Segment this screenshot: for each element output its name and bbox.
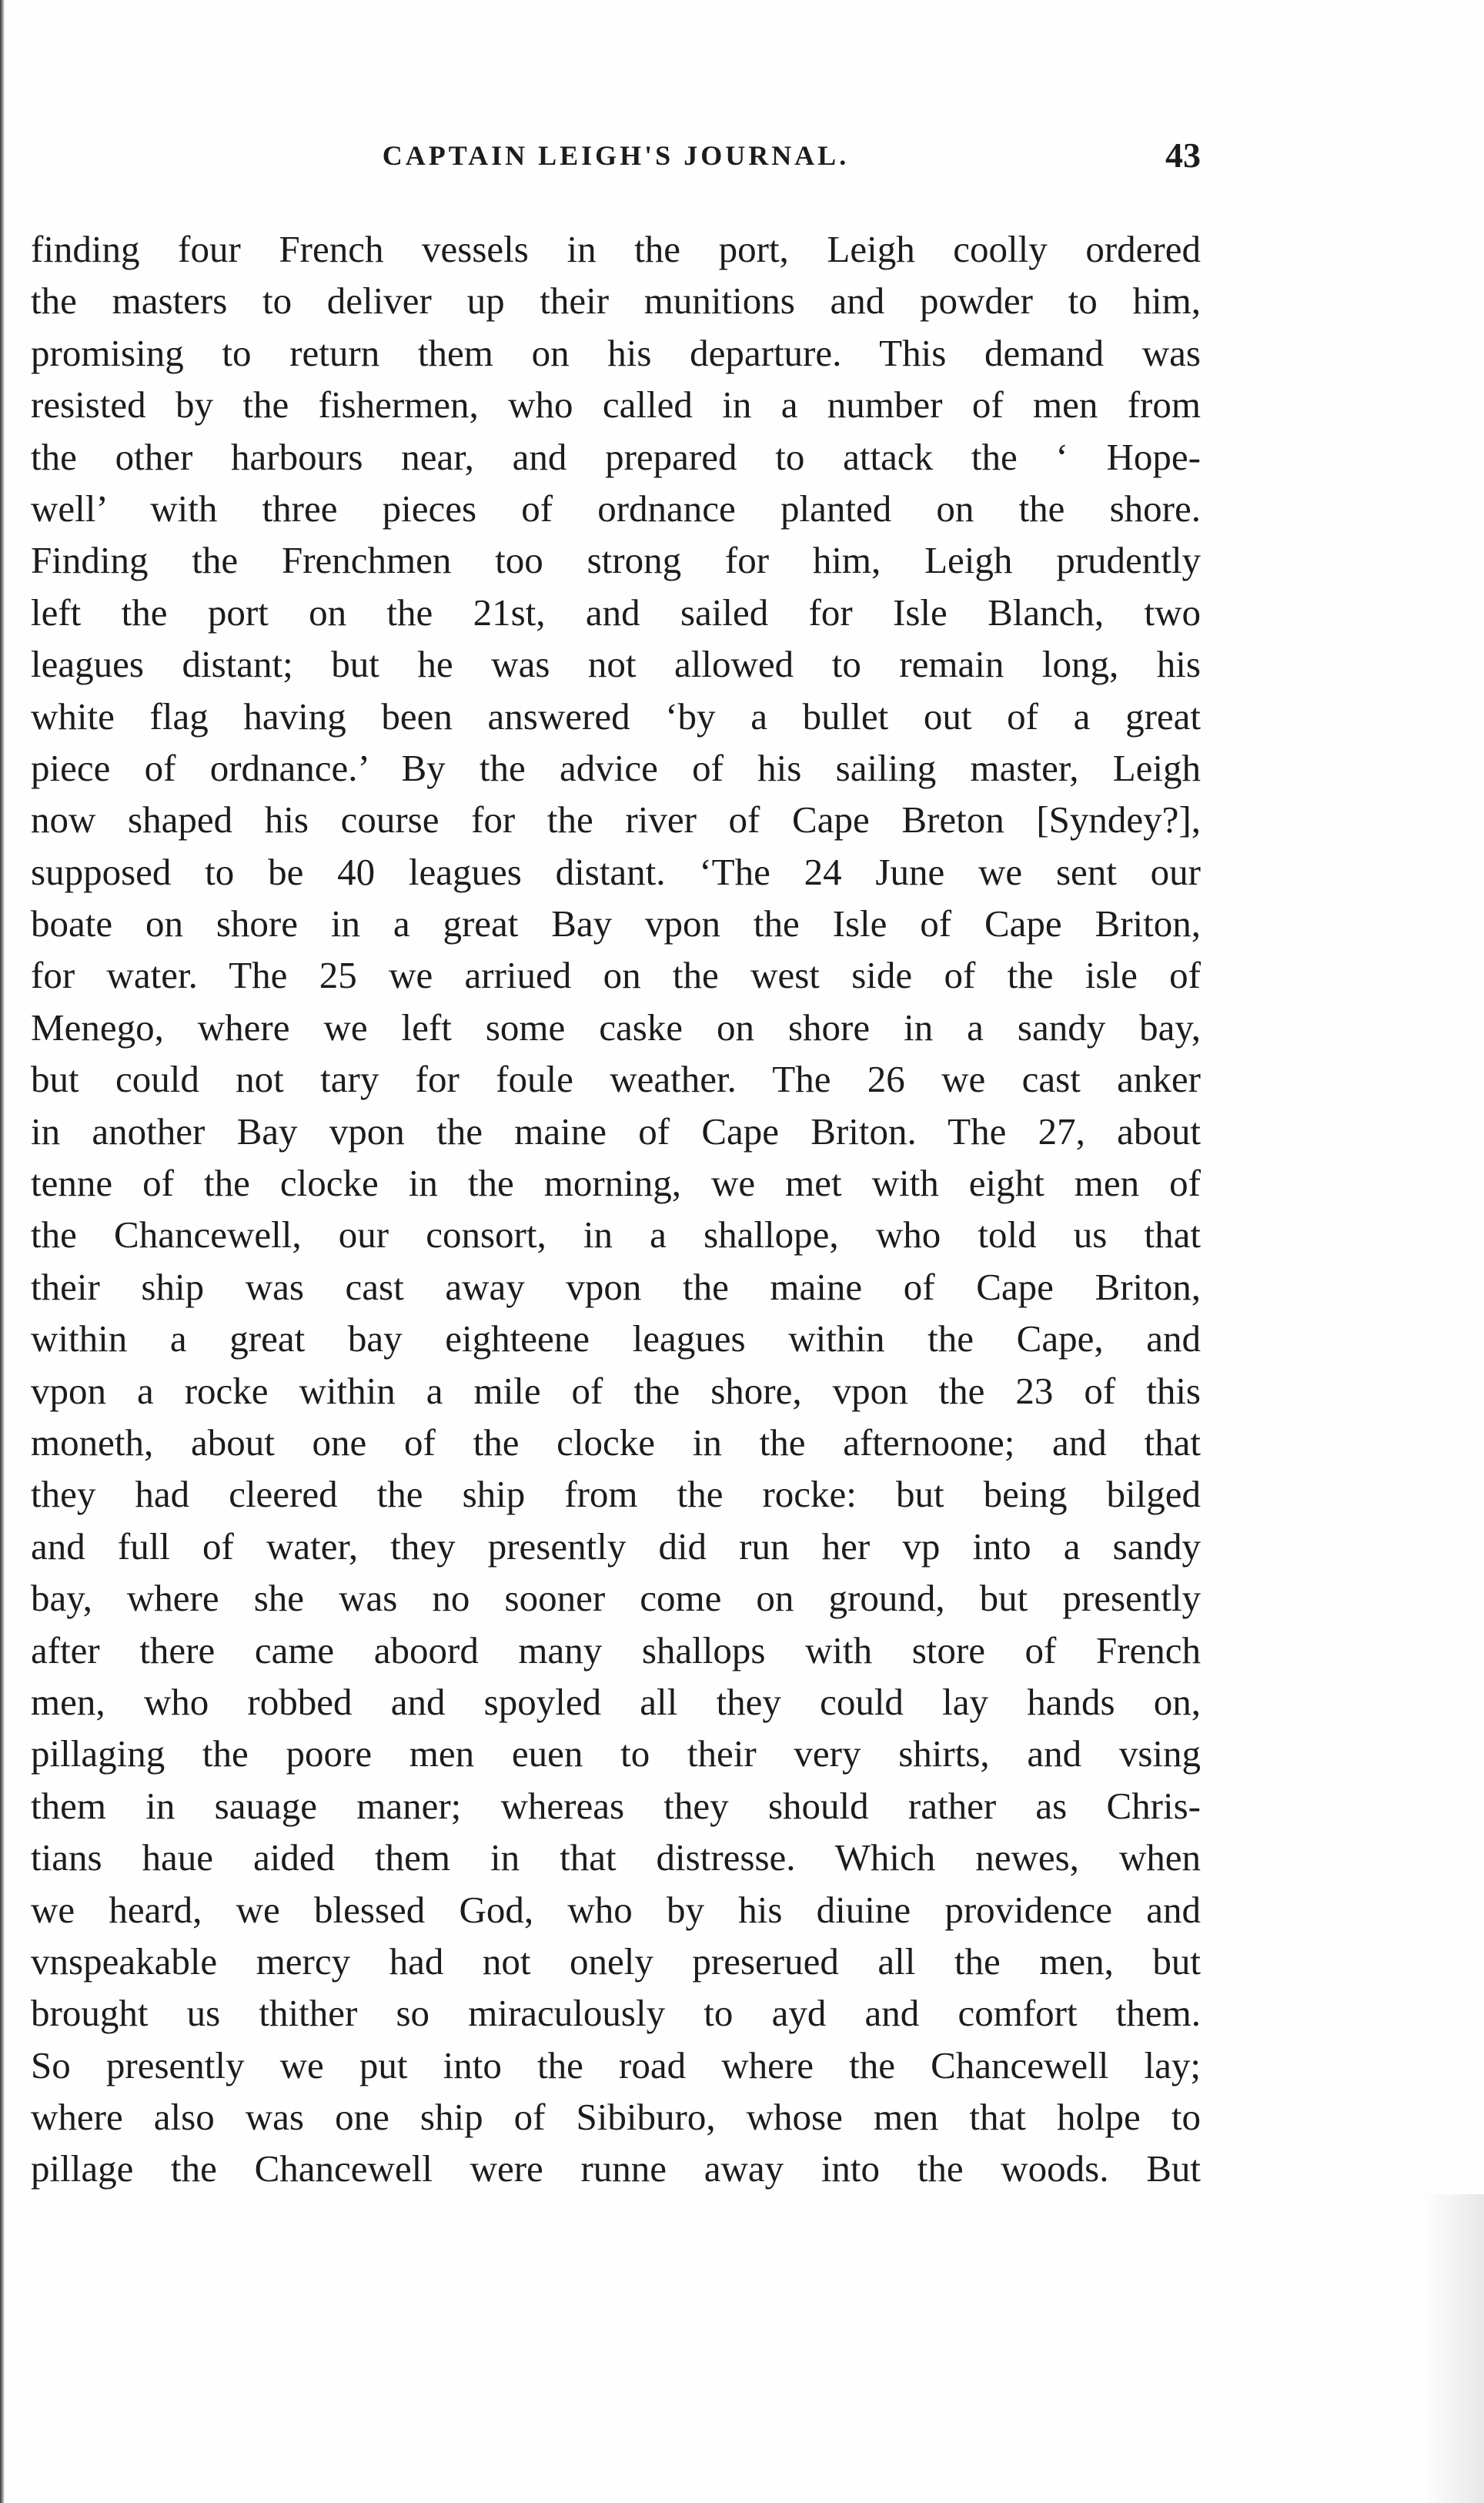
text-line: pillaging the poore men euen to their very shirts, and vsing — [31, 1732, 1201, 1775]
text-line: boate on shore in a great Bay vpon the Isle of Cape Briton, — [31, 902, 1201, 945]
text-line: we heard, we blessed God, who by his diuine providence and — [31, 1888, 1201, 1931]
text-line: promising to return them on his departure. This demand was — [31, 331, 1201, 374]
text-line: vnspeakable mercy had not onely preserued all the men, but — [31, 1939, 1201, 1983]
page-edge-wear — [1422, 2194, 1484, 2503]
text-line: and full of water, they presently did run her vp into a sandy — [31, 1524, 1201, 1568]
text-line: tians haue aided them in that distresse. Which newes, when — [31, 1836, 1201, 1879]
page-number: 43 — [1165, 136, 1201, 175]
text-line: in another Bay vpon the maine of Cape Briton. The 27, about — [31, 1109, 1201, 1153]
text-line: leagues distant; but he was not allowed to remain long, his — [31, 643, 1201, 686]
text-line: Menego, where we left some caske on shore in a sandy bay, — [31, 1006, 1201, 1049]
text-line: pillage the Chancewell were runne away into the woods. But — [31, 2147, 1201, 2190]
text-line: moneth, about one of the clocke in the afternoone; and that — [31, 1420, 1201, 1464]
text-line: white flag having been answered ‘by a bullet out of a great — [31, 694, 1201, 738]
text-line: where also was one ship of Sibiburo, whose men that holpe to — [31, 2096, 1201, 2139]
text-line: the Chancewell, our consort, in a shallope, who told us that — [31, 1213, 1201, 1257]
text-line: brought us thither so miraculously to ayd and comfort them. — [31, 1992, 1201, 2035]
text-line: bay, where she was no sooner come on ground, but presently — [31, 1577, 1201, 1620]
text-line: their ship was cast away vpon the maine of Cape Briton, — [31, 1265, 1201, 1308]
text-line: finding four French vessels in the port, Leigh coolly ordered — [31, 228, 1201, 270]
running-head: CAPTAIN LEIGH'S JOURNAL. — [382, 140, 850, 171]
text-line: after there came aboord many shallops with store of French — [31, 1628, 1201, 1671]
text-line: left the port on the 21st, and sailed for Isle Blanch, two — [31, 591, 1201, 634]
text-line: the other harbours near, and prepared to attack the ‘ Hope- — [31, 435, 1201, 478]
text-line: well’ with three pieces of ordnance planted on the shore. — [31, 487, 1201, 530]
text-line: resisted by the fishermen, who called in a number of men from — [31, 383, 1201, 427]
page-binding-edge — [0, 0, 5, 2503]
text-line: them in sauage maner; whereas they should rather as Chris- — [31, 1784, 1201, 1827]
text-line: piece of ordnance.’ By the advice of his sailing master, Leigh — [31, 746, 1201, 789]
text-line: tenne of the clocke in the morning, we met with eight men of — [31, 1162, 1201, 1205]
text-line: supposed to be 40 leagues distant. ‘The 24 June we sent our — [31, 850, 1201, 893]
text-line: they had cleered the ship from the rocke: but being bilged — [31, 1473, 1201, 1516]
text-line: within a great bay eighteene leagues within the Cape, and — [31, 1317, 1201, 1360]
text-line: So presently we put into the road where the Chancewell lay; — [31, 2043, 1201, 2086]
text-line: but could not tary for foule weather. The 26 we cast anker — [31, 1058, 1201, 1101]
text-line: men, who robbed and spoyled all they could lay hands on, — [31, 1680, 1201, 1723]
text-line: for water. The 25 we arriued on the west side of the isle of — [31, 954, 1201, 997]
body-text — [31, 223, 1201, 2195]
text-line: now shaped his course for the river of Cape Breton [Syndey?], — [31, 798, 1201, 842]
text-line: vpon a rocke within a mile of the shore, vpon the 23 of this — [31, 1369, 1201, 1412]
text-line: the masters to deliver up their munitions and powder to him, — [31, 279, 1201, 323]
text-line: Finding the Frenchmen too strong for him, Leigh prudently — [31, 539, 1201, 582]
page-header — [31, 132, 1201, 179]
